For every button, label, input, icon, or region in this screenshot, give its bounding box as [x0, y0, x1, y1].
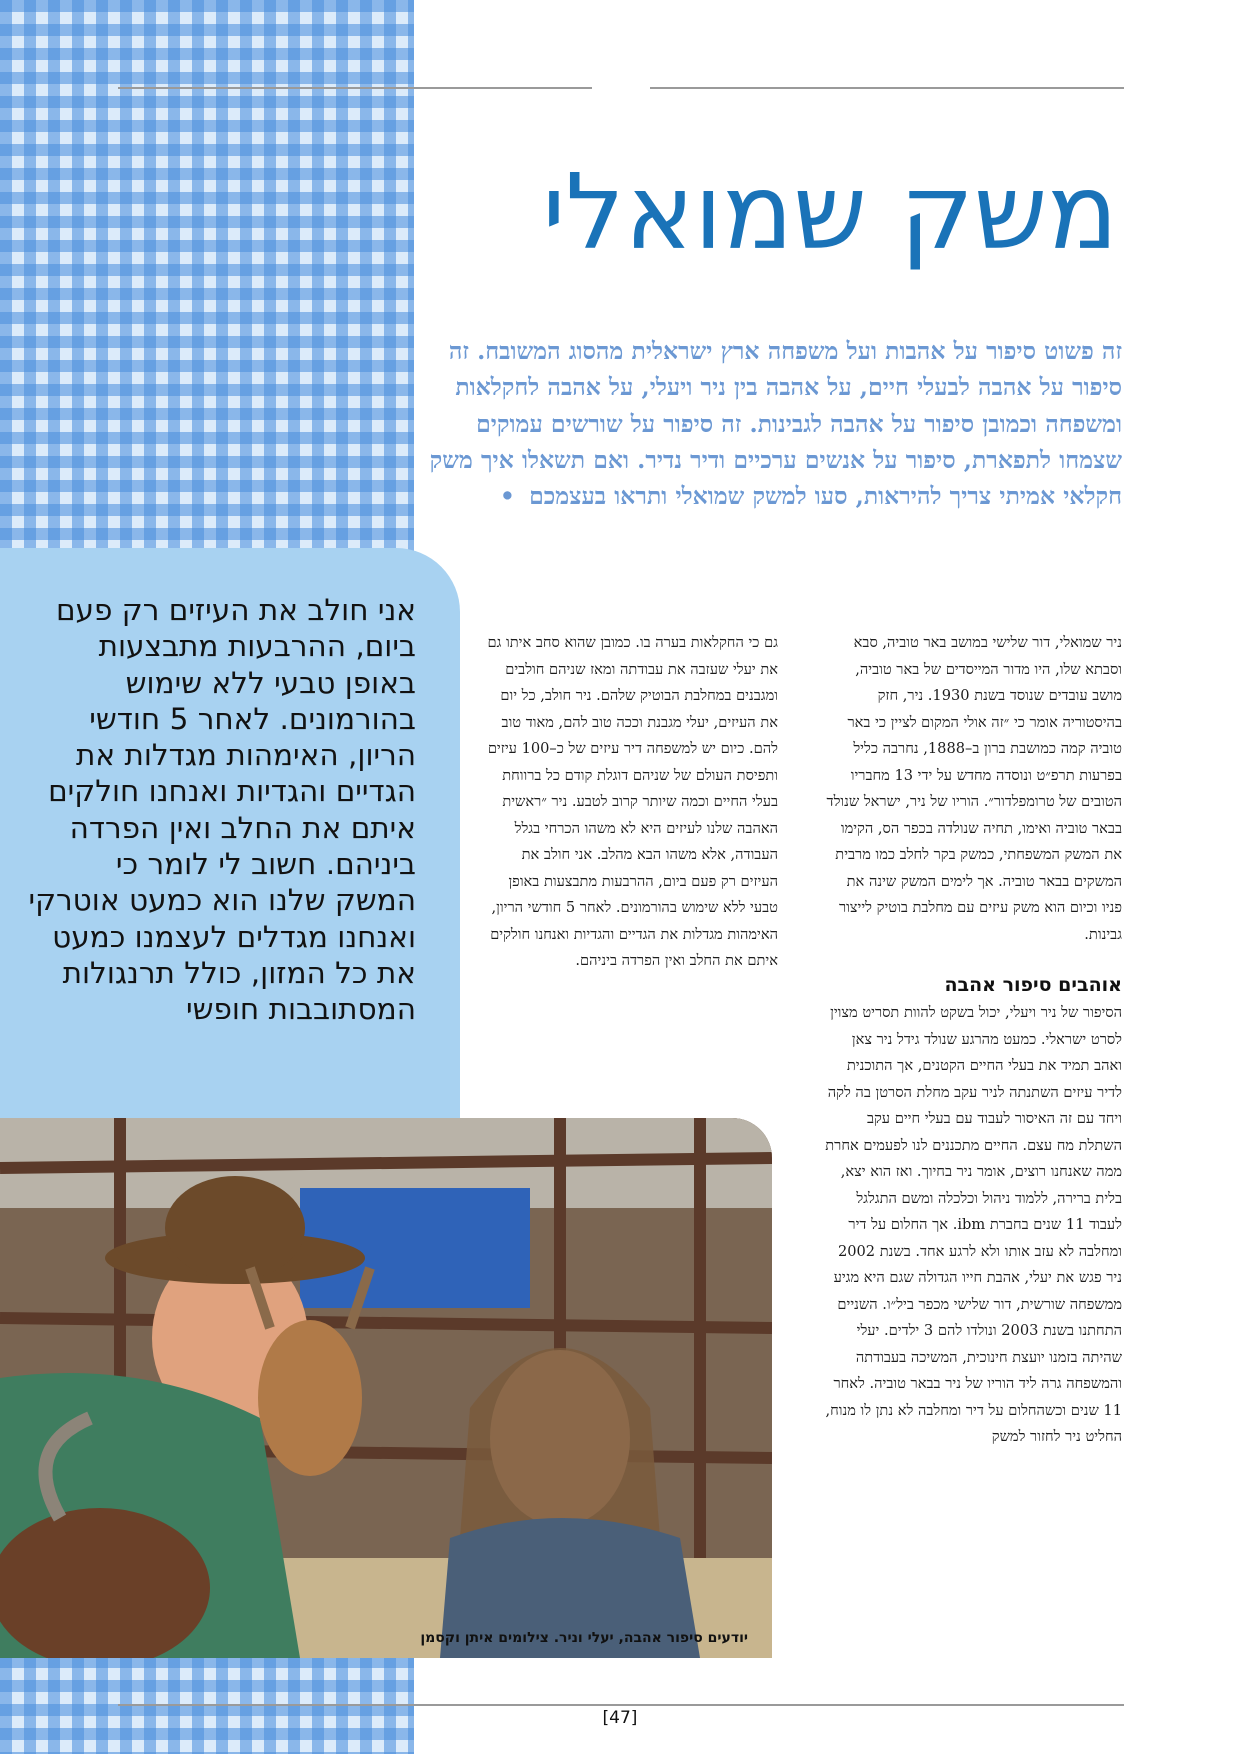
farm-photo-illustration: [0, 1118, 772, 1658]
farm-photo: [0, 1118, 772, 1658]
bottom-rule: [118, 1704, 1124, 1706]
column-right: [824, 630, 1122, 1451]
column-right-paragraph-2: הסיפור של ניר ויעלי, יכול בשקט להוות תסריט מצוין לסרט ישראלי. כמעט מהרגע שנולד גידל ניר צאן ואהב תמיד את בעלי החיים הקטנים, אך התוכנית לדיר עיזים השתנתה לניר עקב מחלת הסרטן בה לקה ויחד עם זה האיסור לעבוד עם בעלי חיים עקב השתלת מח עצם. החיים מתכננים לנו לפעמים אחרת ממה שאנחנו רוצים, אומר ניר בחיוך. ואז הוא יצא, בלית ברירה, ללמוד ניהול וכלכלה ומשם התגלגל לעבוד 11 שנים בחברת ibm. אך החלום על דיר ומחלבה לא עזב אותו ולא לרגע אחד. בשנת 2002 ניר פגש את יעלי, אהבת חייו הגדולה שגם היא מגיע ממשפחה שורשית, דור שלישי מכפר ביל״ו. השניים התחתנו בשנת 2003 ונולדו להם 3 ילדים. יעלי שהיתה בזמנו יועצת חינוכית, המשיכה בעבודתה והמשפחה גרה ליד הוריו של ניר בבאר טוביה. לאחר 11 שנים וכשהחלום על דיר ומחלבה לא נתן לו מנוח, החליט ניר לחזור למשק: [825, 1004, 1122, 1445]
pull-quote: אני חולב את העיזים רק פעם ביום, ההרבעות מתבצעות באופן טבעי ללא שימוש בהורמונים. לאחר 5 חודשי הריון, האימהות מגדלות את הגדיים והגדיות ואנחנו חולקים איתם את החלב ואין הפרדה ביניהם. חשוב לי לומר כי המשק שלנו הוא כמעט אוטרקי ואנחנו מגדלים לעצמנו כמעט את כל המזון, כולל תרנגולות המסתובבות חופשי: [28, 593, 416, 1027]
column-right-paragraph-1: ניר שמואלי, דור שלישי במושב באר טוביה, סבא וסבתא שלו, היו מדור המייסדים של באר טוביה, מושב עובדים שנוסד בשנת 1930. ניר, חזק בהיסטוריה אומר כי ״זה אולי המקום לציין כי באר טוביה קמה כמושבת ברון ב–1888, נחרבה כליל בפרעות תרפ״ט ונוסדה מחדש על ידי 13 מחבריו הטובים של טרומפלדור״. הוריו של ניר, ישראל שנולד בבאר טוביה ואימו, תחיה שנולדה בכפר הס, הקימו את המשק המשפחתי, כמשק בקר לחלב כמו מרבית המשקים בבאר טוביה. אך לימים המשק שינה את פניו וכיום הוא משק עיזים עם מחלבת בוטיק לייצור גבינות.: [826, 634, 1122, 943]
subheading: אוהבים סיפור אהבה: [944, 974, 1122, 996]
column-middle-paragraph: גם כי החקלאות בערה בו. כמובן שהוא סחב איתו גם את יעלי שעזבה את עבודתה ומאז שניהם חולבים ומגבנים במחלבת הבוטיק שלהם. ניר חולב, כל יום את העיזים, יעלי מגבנת וככה טוב להם, מאוד טוב להם. כיום יש למשפחה דיר עיזים של כ–100 עיזים ותפיסת העולם של שניהם דוגלת קודם כל ברווחת בעלי החיים וכמה שיותר קרוב לטבע. ניר ״ראשית האהבה שלנו לעיזים היא לא משהו הכרחי בגלל העבודה, אלא משהו הבא מהלב. אני חולב את העיזים רק פעם ביום, ההרבעות מתבצעות באופן טבעי ללא שימוש בהורמונים. לאחר 5 חודשי הריון, האימהות מגדלות את הגדיים והגדיות ואנחנו חולקים איתם את החלב ואין הפרדה ביניהם.: [487, 634, 778, 969]
top-rule-left: [118, 87, 592, 89]
lead-text: זה פשוט סיפור על אהבות ועל משפחה ארץ ישראלית מהסוג המשובח. זה סיפור על אהבה לבעלי חיים, על אהבה בין ניר ויעלי, על אהבה לחקלאות ומשפחה וכמובן סיפור על אהבה לגבינות. זה סיפור על שורשים עמוקים שצמחו לתפארת, סיפור על אנשים ערכיים ודיר נדיר. ואם תשאלו איך משק חקלאי אמיתי צריך להיראות, סעו למשק שמואלי ותראו בעצמכם: [429, 337, 1122, 511]
page-number: [47]: [602, 1708, 638, 1728]
lead-bullet: •: [499, 482, 515, 511]
top-rule-right: [650, 87, 1124, 89]
column-middle: [482, 630, 778, 975]
photo-caption: יודעים סיפור אהבה, יעלי וניר. צילומים איתן וקסמן: [420, 1630, 748, 1646]
article-title: משק שמואלי: [542, 151, 1118, 273]
article-lead: [422, 333, 1122, 514]
